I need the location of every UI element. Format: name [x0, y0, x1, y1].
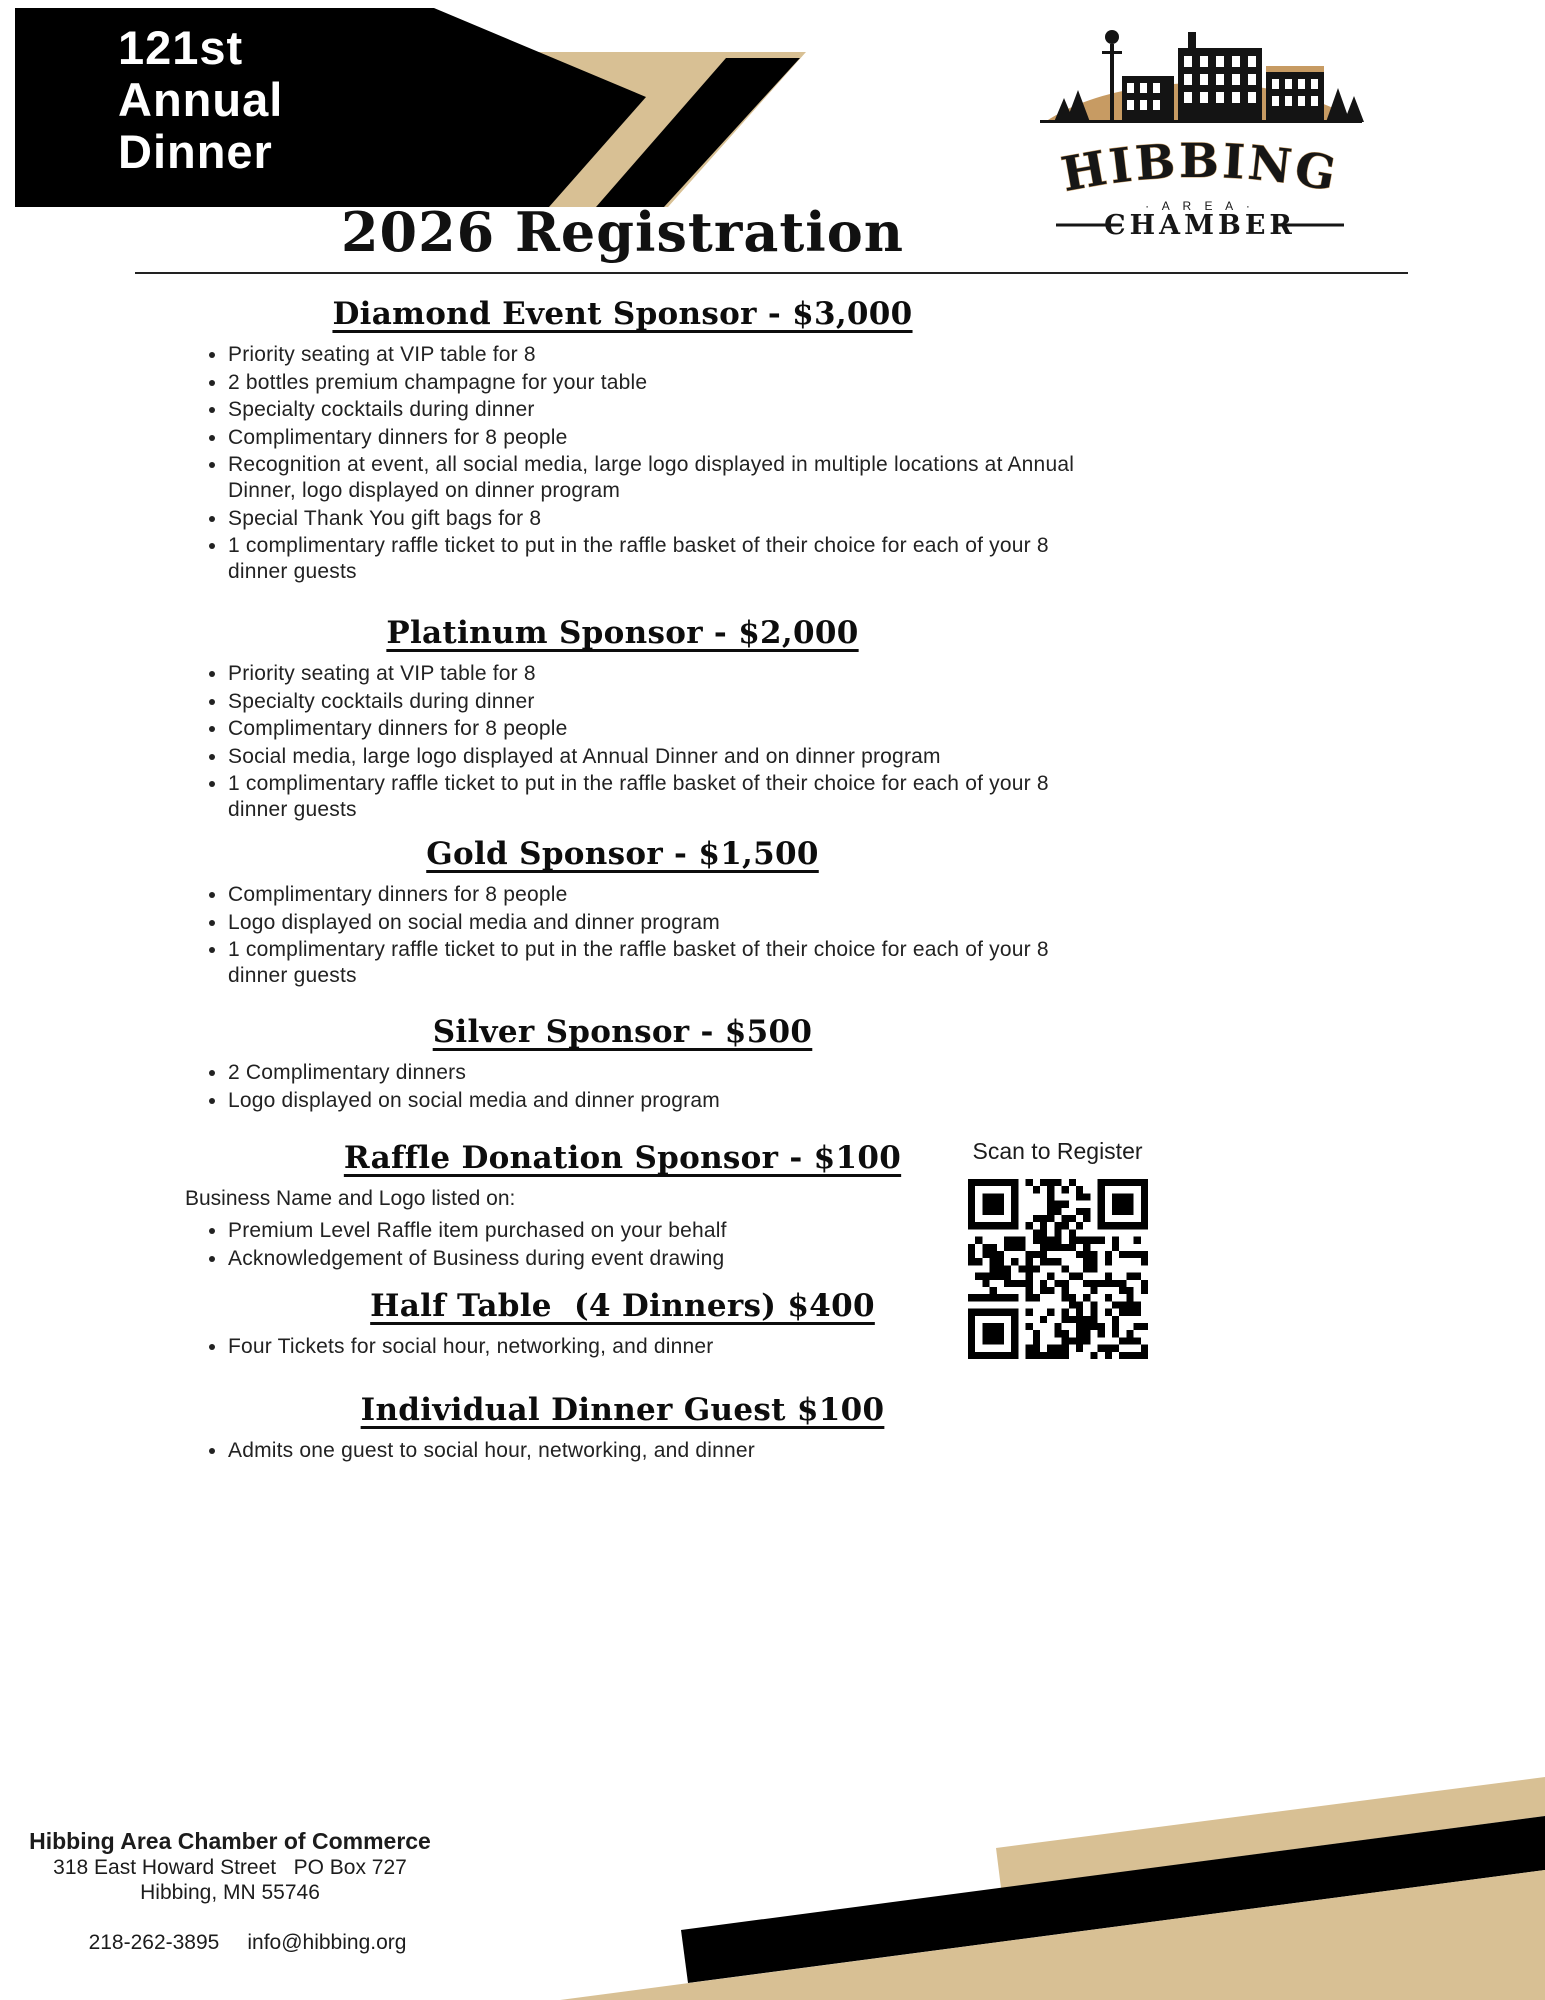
event-title-line: Dinner [118, 125, 273, 178]
event-title-line: 121st [118, 21, 244, 74]
qr-block [950, 1138, 1165, 1364]
event-title-line: Annual [118, 73, 284, 126]
section-silver [135, 1014, 1110, 1115]
section-diamond [135, 296, 1110, 587]
bottom-decoration [0, 1730, 1545, 2000]
benefit-list [135, 661, 1110, 823]
banner-black-shape [15, 8, 646, 207]
qr-code [968, 1179, 1148, 1359]
section-gold [135, 836, 1110, 991]
benefit-item: • Priority seating at VIP table for 8 [228, 661, 1088, 687]
svg-text:HIBBING [1057, 134, 1342, 203]
benefit-item: • 1 complimentary raffle ticket to put in the raffle basket of their choice for each of your 8 dinner guests [228, 937, 1088, 989]
section-heading: Gold Sponsor - $1,500 [426, 836, 819, 872]
benefit-item: • Specialty cocktails during dinner [228, 689, 1088, 715]
footer-phone: 218-262-3895 [88, 1931, 220, 1954]
page-title: 2026 Registration [340, 200, 905, 264]
footer-address-line2: Hibbing, MN 55746 [140, 1881, 320, 1904]
benefit-list [135, 882, 1110, 989]
footer-email: info@hibbing.org [247, 1931, 407, 1954]
logo-area-text: · A R E A · [1145, 199, 1255, 213]
benefit-item: • Specialty cocktails during dinner [228, 397, 1088, 423]
benefit-item: • Premium Level Raffle item purchased on your behalf [228, 1218, 1088, 1244]
event-title [118, 22, 283, 178]
benefit-item: • Complimentary dinners for 8 people [228, 882, 1088, 908]
section-heading: Silver Sponsor - $500 [432, 1014, 813, 1050]
benefit-list [135, 1438, 1110, 1464]
benefit-item: • Priority seating at VIP table for 8 [228, 342, 1088, 368]
section-heading: Half Table (4 Dinners) $400 [370, 1288, 875, 1324]
benefit-list [135, 342, 1110, 585]
section-heading: Diamond Event Sponsor - $3,000 [332, 296, 913, 332]
benefit-item: • Complimentary dinners for 8 people [228, 425, 1088, 451]
benefit-item: • 1 complimentary raffle ticket to put in the raffle basket of their choice for each of your 8 dinner guests [228, 533, 1088, 585]
section-heading: Individual Dinner Guest $100 [360, 1392, 885, 1428]
footer-org-name: Hibbing Area Chamber of Commerce [29, 1828, 431, 1854]
qr-label: Scan to Register [972, 1138, 1143, 1164]
benefit-item: • Complimentary dinners for 8 people [228, 716, 1088, 742]
benefit-item: • Recognition at event, all social media, large logo displayed in multiple locations at Annual Dinner, logo displayed on dinner program [228, 452, 1088, 504]
benefit-item: • Admits one guest to social hour, networking, and dinner [228, 1438, 1088, 1464]
benefit-item: • 2 bottles premium champagne for your table [228, 370, 1088, 396]
benefit-list [135, 1060, 1110, 1114]
section-heading: Platinum Sponsor - $2,000 [386, 615, 859, 651]
logo-trees-right [1326, 88, 1364, 122]
benefit-item: • Logo displayed on social media and dinner program [228, 1088, 1088, 1114]
title-rule [135, 272, 1408, 274]
section-individual [135, 1392, 1110, 1466]
benefit-item: • Social media, large logo displayed at Annual Dinner and on dinner program [228, 744, 1088, 770]
footer-address-line1: 318 East Howard Street PO Box 727 [53, 1856, 407, 1879]
section-intro: Business Name and Logo listed on: [185, 1187, 516, 1210]
benefit-item: • Logo displayed on social media and dinner program [228, 910, 1088, 936]
logo-title: HIBBING [1057, 133, 1343, 204]
logo-chamber-text: CHAMBER [1104, 210, 1296, 241]
benefit-item: • Acknowledgement of Business during event drawing [228, 1246, 1088, 1272]
benefit-item: • Four Tickets for social hour, networking, and dinner [228, 1334, 1088, 1360]
benefit-item: • 2 Complimentary dinners [228, 1060, 1088, 1086]
benefit-item: • 1 complimentary raffle ticket to put in the raffle basket of their choice for each of your 8 dinner guests [228, 771, 1088, 823]
benefit-item: • Special Thank You gift bags for 8 [228, 506, 1088, 532]
section-platinum [135, 615, 1110, 825]
section-heading: Raffle Donation Sponsor - $100 [343, 1140, 902, 1176]
